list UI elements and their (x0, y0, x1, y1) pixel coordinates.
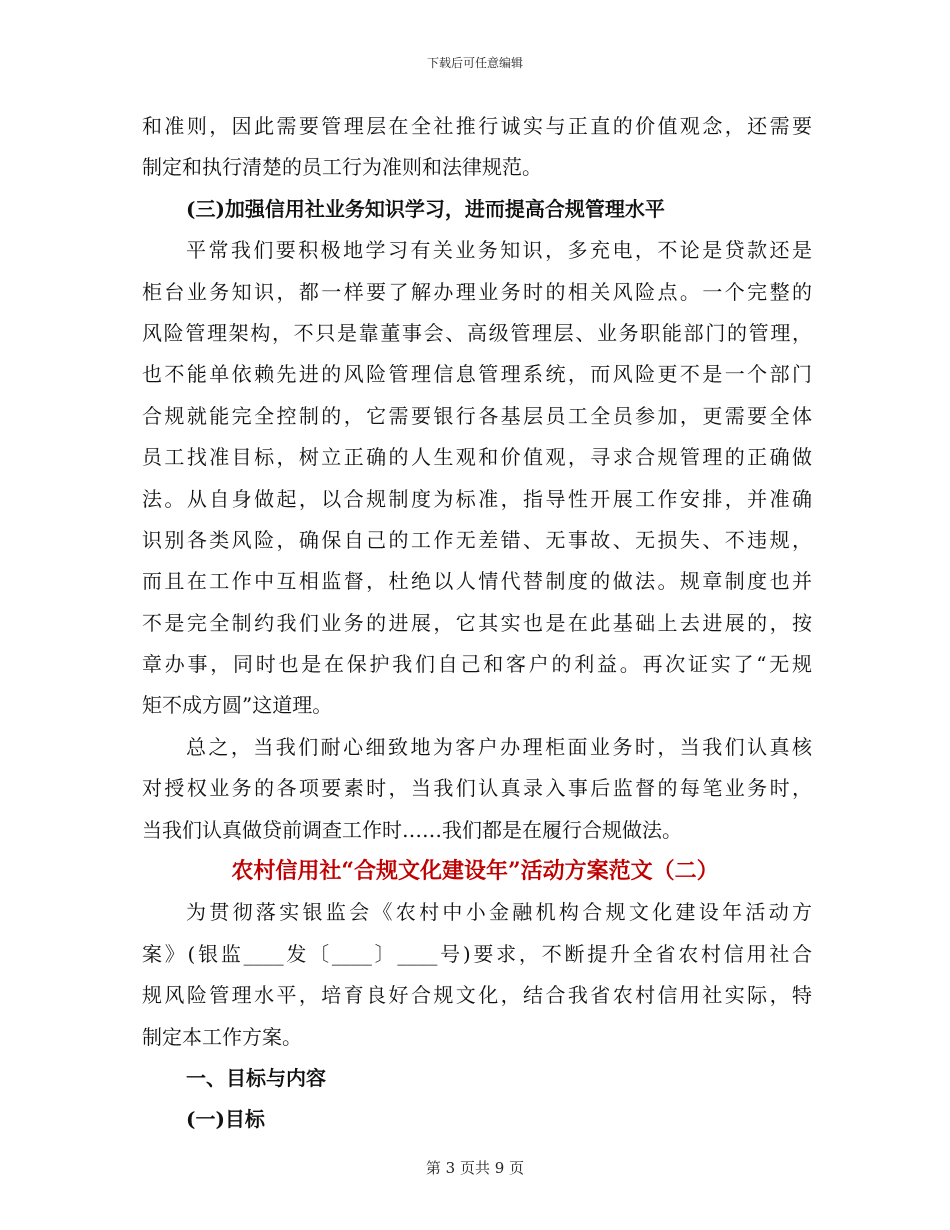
text-line: 法。从自身做起，以合规制度为标准，指导性开展工作安排，并准确 (142, 486, 812, 511)
page-header: 下载后可任意编辑 (426, 56, 523, 70)
section-title: 农村信用社“合规文化建设年”活动方案范文（二） (231, 858, 719, 885)
text-line: 章办事，同时也是在保护我们自己和客户的利益。再次证实了“无规 (142, 652, 812, 677)
text-line: 不是完全制约我们业务的进展，它其实也是在此基础上去进展的，按 (142, 610, 812, 635)
text-line: 制定和执行清楚的员工行为准则和法律规范。 (142, 155, 542, 180)
text-line: 和准则，因此需要管理层在全社推行诚实与正直的价值观念，还需要 (142, 114, 812, 138)
text-line: 识别各类风险，确保自己的工作无差错、无事故、无损失、不违规， (142, 527, 812, 552)
text-line: 总之，当我们耐心细致地为客户办理柜面业务时，当我们认真核 (186, 734, 812, 759)
text-line: 制定本工作方案。 (142, 1024, 302, 1049)
text-line: 柜台业务知识，都一样要了解办理业务时的相关风险点。一个完整的 (142, 279, 812, 304)
text-line: 合规就能完全控制的，它需要银行各基层员工全员参加，更需要全体 (142, 403, 812, 428)
text-line: (三)加强信用社业务知识学习，进而提高合规管理水平 (186, 196, 665, 221)
text-line: 对授权业务的各项要素时，当我们认真录入事后监督的每笔业务时， (142, 776, 812, 801)
document-body (142, 106, 812, 1141)
text-line: 风险管理架构，不只是靠董事会、高级管理层、业务职能部门的管理， (142, 320, 812, 345)
text-line: 规风险管理水平，培育良好合规文化，结合我省农村信用社实际，特 (142, 983, 812, 1008)
text-line: 矩不成方圆”这道理。 (142, 693, 333, 718)
text-line: 案》(银监____发〔____〕____号)要求，不断提升全省农村信用社合 (142, 941, 812, 966)
text-line: (一)目标 (186, 1107, 265, 1132)
text-line: 一、目标与内容 (186, 1065, 326, 1090)
text-line: 而且在工作中互相监督，杜绝以人情代替制度的做法。规章制度也并 (142, 569, 812, 594)
page-footer: 第 3 页共 9 页 (425, 1159, 525, 1177)
text-line: 平常我们要积极地学习有关业务知识，多充电，不论是贷款还是 (186, 238, 812, 263)
text-line: 也不能单依赖先进的风险管理信息管理系统，而风险更不是一个部门 (142, 362, 812, 387)
text-line: 为贯彻落实银监会《农村中小金融机构合规文化建设年活动方 (186, 900, 812, 925)
text-line: 员工找准目标，树立正确的人生观和价值观，寻求合规管理的正确做 (142, 445, 812, 470)
text-line: 当我们认真做贷前调查工作时……我们都是在履行合规做法。 (142, 817, 682, 842)
